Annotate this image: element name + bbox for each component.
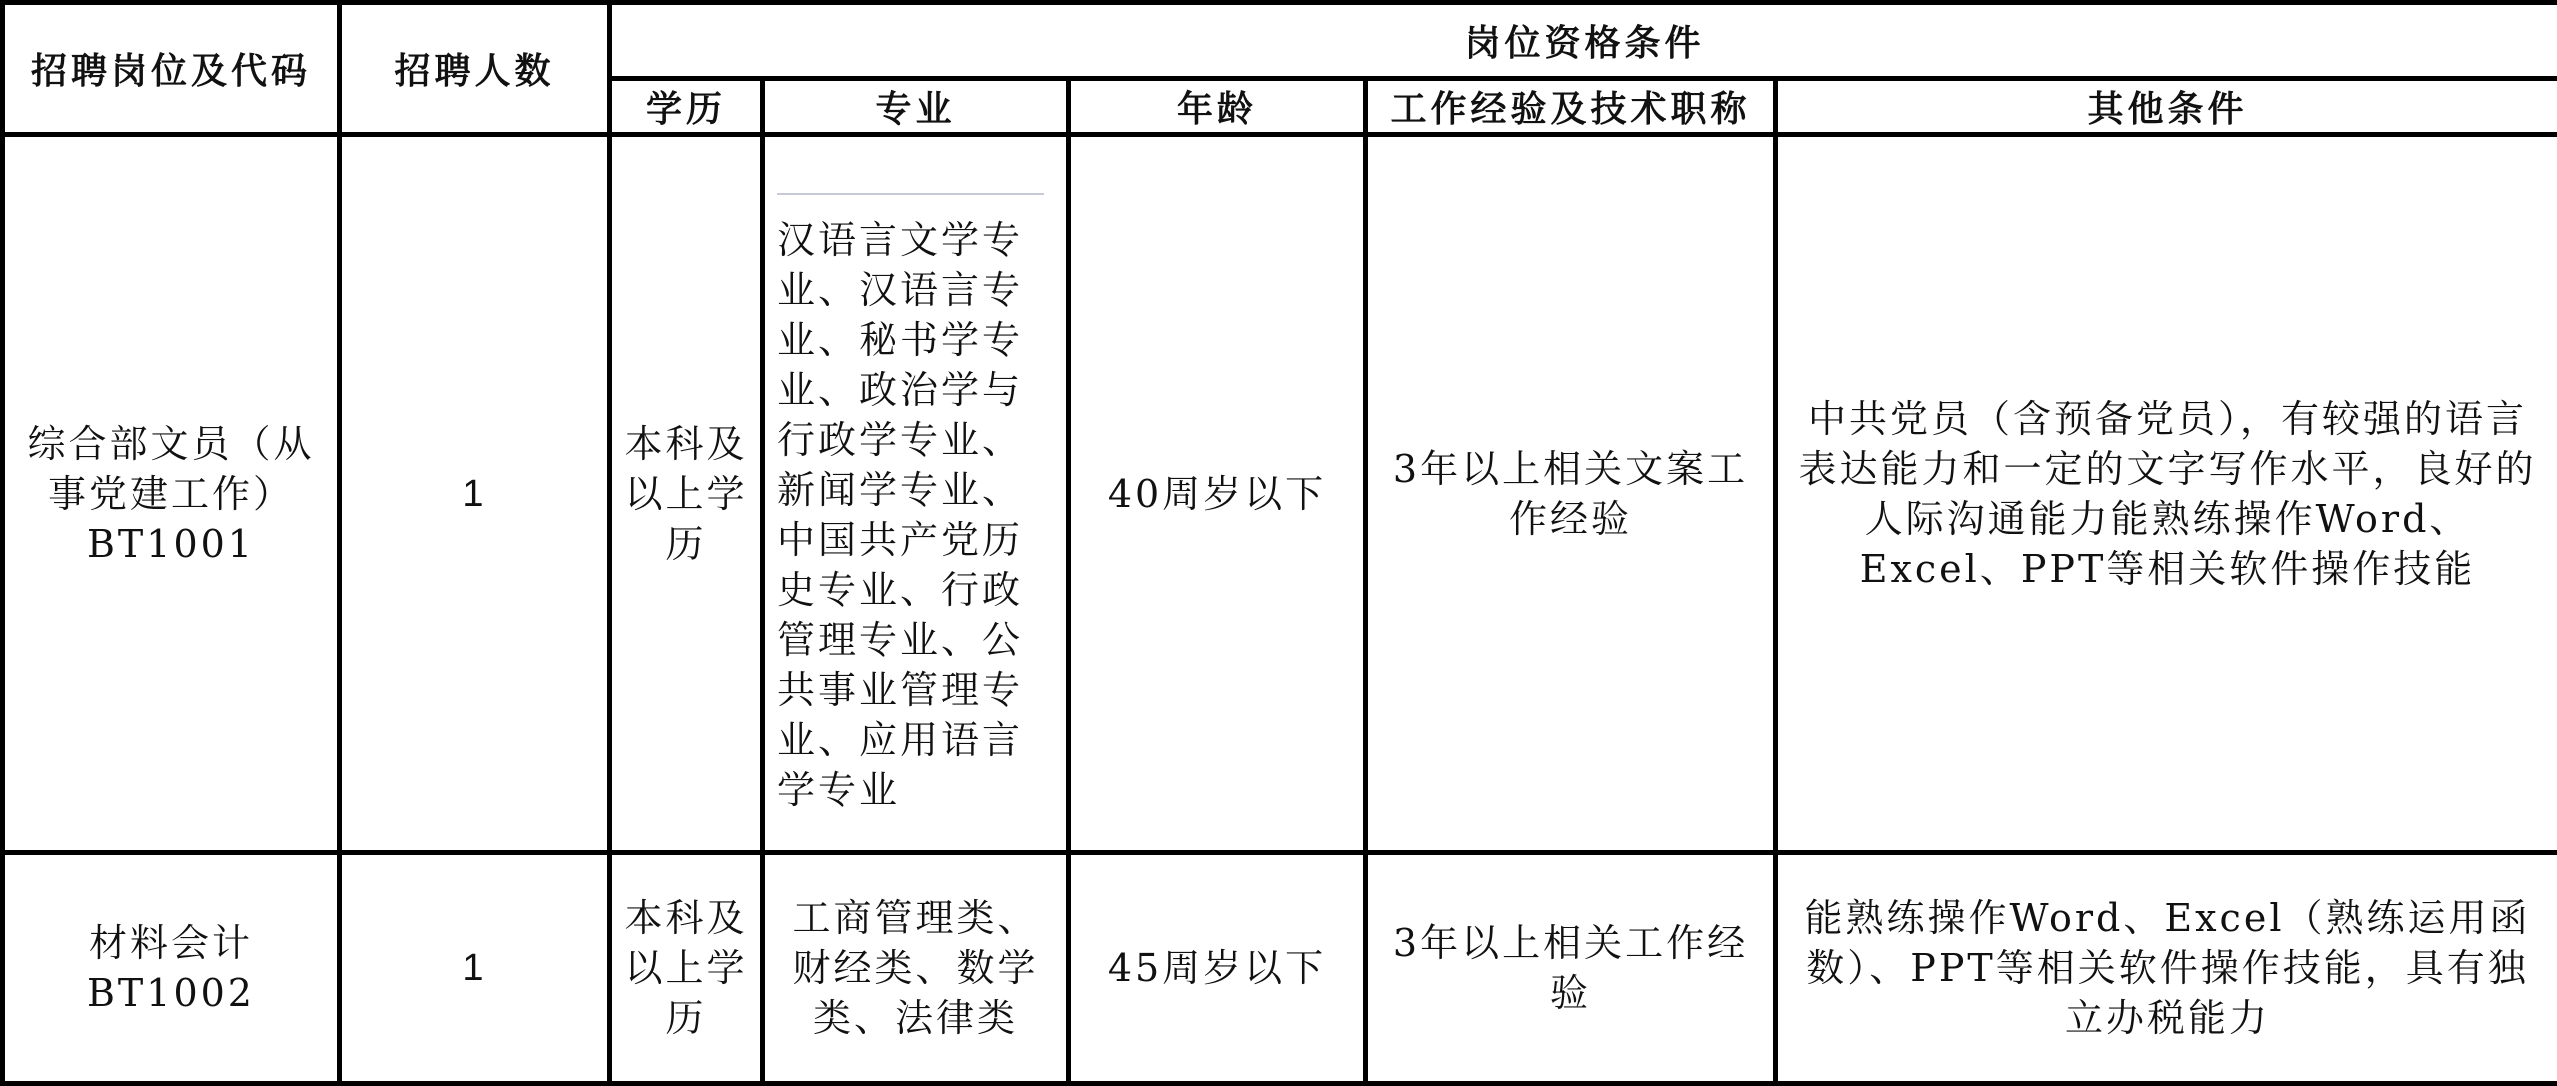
header-count: 招聘人数 xyxy=(340,3,610,135)
header-education: 学历 xyxy=(610,79,763,135)
cell-count: 1 xyxy=(340,135,610,853)
cell-age: 40周岁以下 xyxy=(1069,135,1366,853)
cell-other: 能熟练操作Word、Excel（熟练运用函数）、PPT等相关软件操作技能，具有独立办税能力 xyxy=(1776,853,2557,1084)
cell-position: 综合部文员（从事党建工作）BT1001 xyxy=(3,135,340,853)
table-row xyxy=(3,853,2557,1084)
table-row xyxy=(3,135,2557,853)
cell-count: 1 xyxy=(340,853,610,1084)
header-other: 其他条件 xyxy=(1776,79,2557,135)
cell-education: 本科及以上学历 xyxy=(610,135,763,853)
cell-age: 45周岁以下 xyxy=(1069,853,1366,1084)
header-qualifications: 岗位资格条件 xyxy=(610,3,2557,79)
cell-major xyxy=(763,135,1069,853)
cell-position: 材料会计BT1002 xyxy=(3,853,340,1084)
header-major: 专业 xyxy=(763,79,1069,135)
cell-major-text: 汉语言文学专业、汉语言专业、秘书学专业、政治学与行政学专业、新闻学专业、中国共产党历史专业、行政管理专业、公共事业管理专业、应用语言学专业 xyxy=(777,193,1044,815)
header-age: 年龄 xyxy=(1069,79,1366,135)
cell-education: 本科及以上学历 xyxy=(610,853,763,1084)
cell-experience: 3年以上相关文案工作经验 xyxy=(1366,135,1776,853)
header-experience: 工作经验及技术职称 xyxy=(1366,79,1776,135)
header-position: 招聘岗位及代码 xyxy=(3,3,340,135)
cell-other: 中共党员（含预备党员），有较强的语言表达能力和一定的文字写作水平，良好的人际沟通能力能熟练操作Word、Excel、PPT等相关软件操作技能 xyxy=(1776,135,2557,853)
header-row-top xyxy=(3,3,2557,79)
cell-experience: 3年以上相关工作经验 xyxy=(1366,853,1776,1084)
cell-major: 工商管理类、财经类、数学类、法律类 xyxy=(763,853,1069,1084)
